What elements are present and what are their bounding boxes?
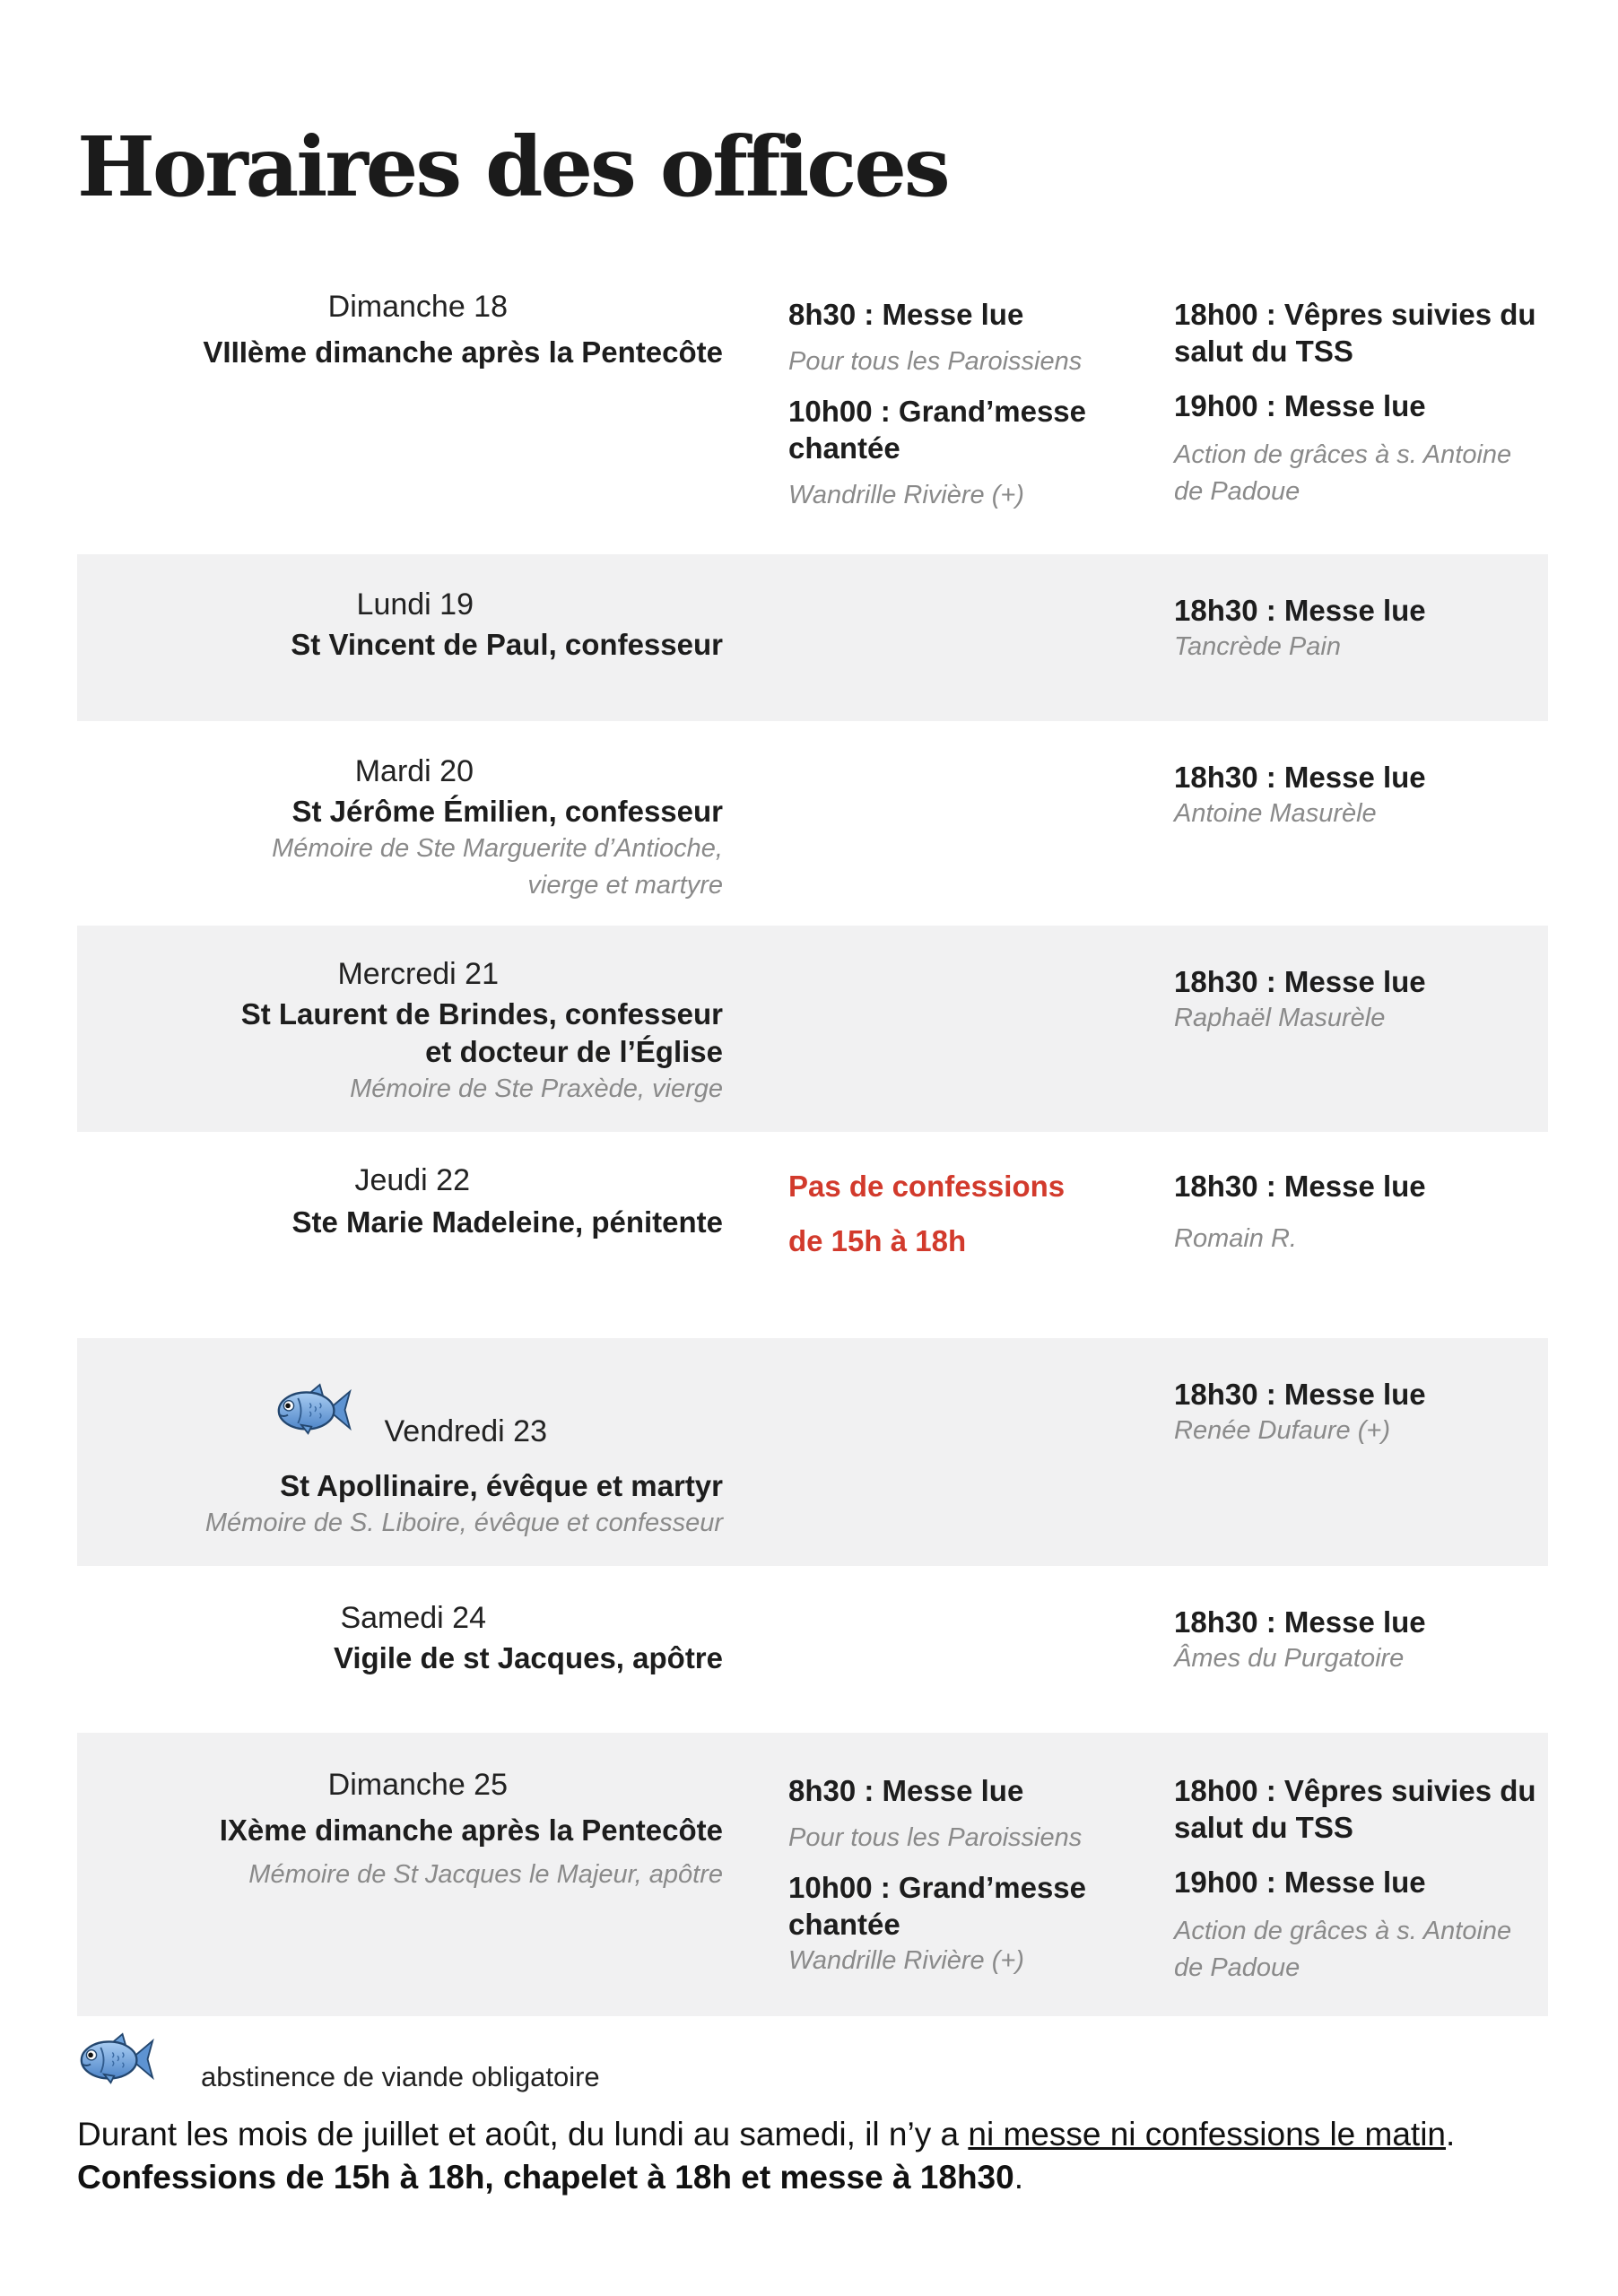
fish-icon [79, 2032, 154, 2086]
feast-name: Vigile de st Jacques, apôtre [333, 1641, 723, 1674]
mass-intention: de Padoue [1174, 477, 1300, 506]
schedule-row-mercredi-21 [77, 926, 1548, 1132]
morning-services [788, 296, 1129, 514]
mass-intention: Pour tous les Paroissiens [788, 347, 1083, 376]
commemoration: Mémoire de St Jacques le Majeur, apôtre [248, 1860, 723, 1889]
evening-services [1174, 1376, 1542, 1449]
evening-services [1174, 759, 1542, 832]
service-label: salut du TSS [1174, 335, 1353, 368]
day-name: Samedi 24 [340, 1601, 486, 1635]
commemoration: vierge et martyre [527, 871, 723, 900]
day-label-group [77, 289, 723, 371]
service-label: 18h00 : Vêpres suivies du [1174, 298, 1536, 331]
feast-name: VIIIème dimanche après la Pentecôte [203, 335, 723, 369]
schedule-row-dimanche-18 [77, 269, 1548, 554]
feast-name: St Apollinaire, évêque et martyr [280, 1469, 723, 1502]
feast-name: St Vincent de Paul, confesseur [291, 628, 723, 661]
schedule-row-lundi-19 [77, 554, 1548, 721]
confession-notice [788, 1168, 1129, 1259]
footer-underlined-text: ni messe ni confessions le matin [968, 2116, 1447, 2152]
footer-notice [77, 2113, 1548, 2199]
commemoration: Mémoire de S. Liboire, évêque et confesseur [204, 1509, 723, 1537]
service-label: 19h00 : Messe lue [1174, 389, 1426, 422]
evening-services [1174, 1604, 1542, 1677]
mass-intention: Wandrille Rivière (+) [788, 1946, 1024, 1975]
day-label-group [77, 1600, 723, 1677]
schedule-row-dimanche-25 [77, 1733, 1548, 2016]
footer-text: Durant les mois de juillet et août, du lundi au samedi, il n’y a [77, 2116, 969, 2152]
service-label: chantée [788, 1908, 900, 1941]
legend-text: abstinence de viande obligatoire [201, 2061, 600, 2092]
footer-text: . [1013, 2159, 1023, 2196]
day-name: Dimanche 18 [327, 290, 508, 324]
alert-text: de 15h à 18h [788, 1224, 967, 1257]
day-label-group [77, 1162, 723, 1241]
evening-services [1174, 1772, 1542, 1987]
feast-name: St Laurent de Brindes, confesseur [240, 997, 723, 1031]
schedule-row-vendredi-23 [77, 1338, 1548, 1566]
mass-intention: Tancrède Pain [1174, 632, 1341, 661]
day-label-group [77, 1767, 723, 1893]
mass-intention: Wandrille Rivière (+) [788, 481, 1024, 509]
footer-text: . [1446, 2116, 1456, 2152]
evening-services [1174, 592, 1542, 665]
commemoration: Mémoire de Ste Praxède, vierge [350, 1074, 723, 1103]
day-label-group [77, 1413, 723, 1542]
service-label: 18h30 : Messe lue [1174, 1378, 1426, 1411]
service-label: 18h30 : Messe lue [1174, 1170, 1426, 1203]
mass-intention: Action de grâces à s. Antoine [1174, 1917, 1512, 1945]
day-label-group [77, 753, 723, 904]
mass-intention: Romain R. [1174, 1224, 1297, 1253]
service-label: 8h30 : Messe lue [788, 298, 1024, 331]
mass-intention: Âmes du Purgatoire [1174, 1644, 1405, 1673]
mass-intention: Action de grâces à s. Antoine [1174, 440, 1512, 469]
service-label: chantée [788, 431, 900, 465]
evening-services [1174, 296, 1542, 510]
footer-line-1 [77, 2113, 1548, 2156]
day-label-group [77, 587, 723, 664]
day-name: Lundi 19 [356, 587, 474, 622]
mass-intention: de Padoue [1174, 1953, 1300, 1982]
mass-intention: Raphaël Masurèle [1174, 1004, 1386, 1032]
schedule-row-jeudi-22 [77, 1132, 1548, 1338]
feast-name: et docteur de l’Église [425, 1035, 723, 1068]
service-label: 18h30 : Messe lue [1174, 594, 1426, 627]
feast-name: St Jérôme Émilien, confesseur [291, 795, 723, 828]
morning-services [788, 1772, 1129, 1979]
service-label: 18h30 : Messe lue [1174, 761, 1426, 794]
service-label: 18h30 : Messe lue [1174, 1605, 1426, 1639]
day-label-group [77, 956, 723, 1108]
day-name: Mardi 20 [354, 754, 474, 788]
service-label: salut du TSS [1174, 1811, 1353, 1844]
day-name: Mercredi 21 [337, 957, 499, 991]
service-label: 10h00 : Grand’messe [788, 1871, 1086, 1904]
day-name: Dimanche 25 [327, 1768, 508, 1802]
service-label: 10h00 : Grand’messe [788, 395, 1086, 428]
feast-name: IXème dimanche après la Pentecôte [219, 1813, 723, 1847]
commemoration: Mémoire de Ste Marguerite d’Antioche, [272, 834, 723, 863]
evening-services [1174, 963, 1542, 1037]
service-label: 18h00 : Vêpres suivies du [1174, 1774, 1536, 1807]
page-title: Horaires des offices [77, 118, 948, 215]
schedule-row-samedi-24 [77, 1566, 1548, 1733]
mass-intention: Antoine Masurèle [1174, 799, 1377, 828]
mass-intention: Pour tous les Paroissiens [788, 1823, 1083, 1852]
service-label: 8h30 : Messe lue [788, 1774, 1024, 1807]
service-label: 18h30 : Messe lue [1174, 965, 1426, 998]
mass-intention: Renée Dufaure (+) [1174, 1416, 1390, 1445]
service-label: 19h00 : Messe lue [1174, 1866, 1426, 1899]
alert-text: Pas de confessions [788, 1170, 1066, 1203]
footer-line-2 [77, 2156, 1548, 2199]
feast-name: Ste Marie Madeleine, pénitente [291, 1205, 723, 1239]
schedule-row-mardi-20 [77, 721, 1548, 926]
evening-services [1174, 1168, 1542, 1257]
day-name: Vendredi 23 [384, 1414, 547, 1448]
day-name: Jeudi 22 [354, 1163, 470, 1197]
footer-bold-text: Confessions de 15h à 18h, chapelet à 18h et messe à 18h30 [77, 2159, 1014, 2196]
